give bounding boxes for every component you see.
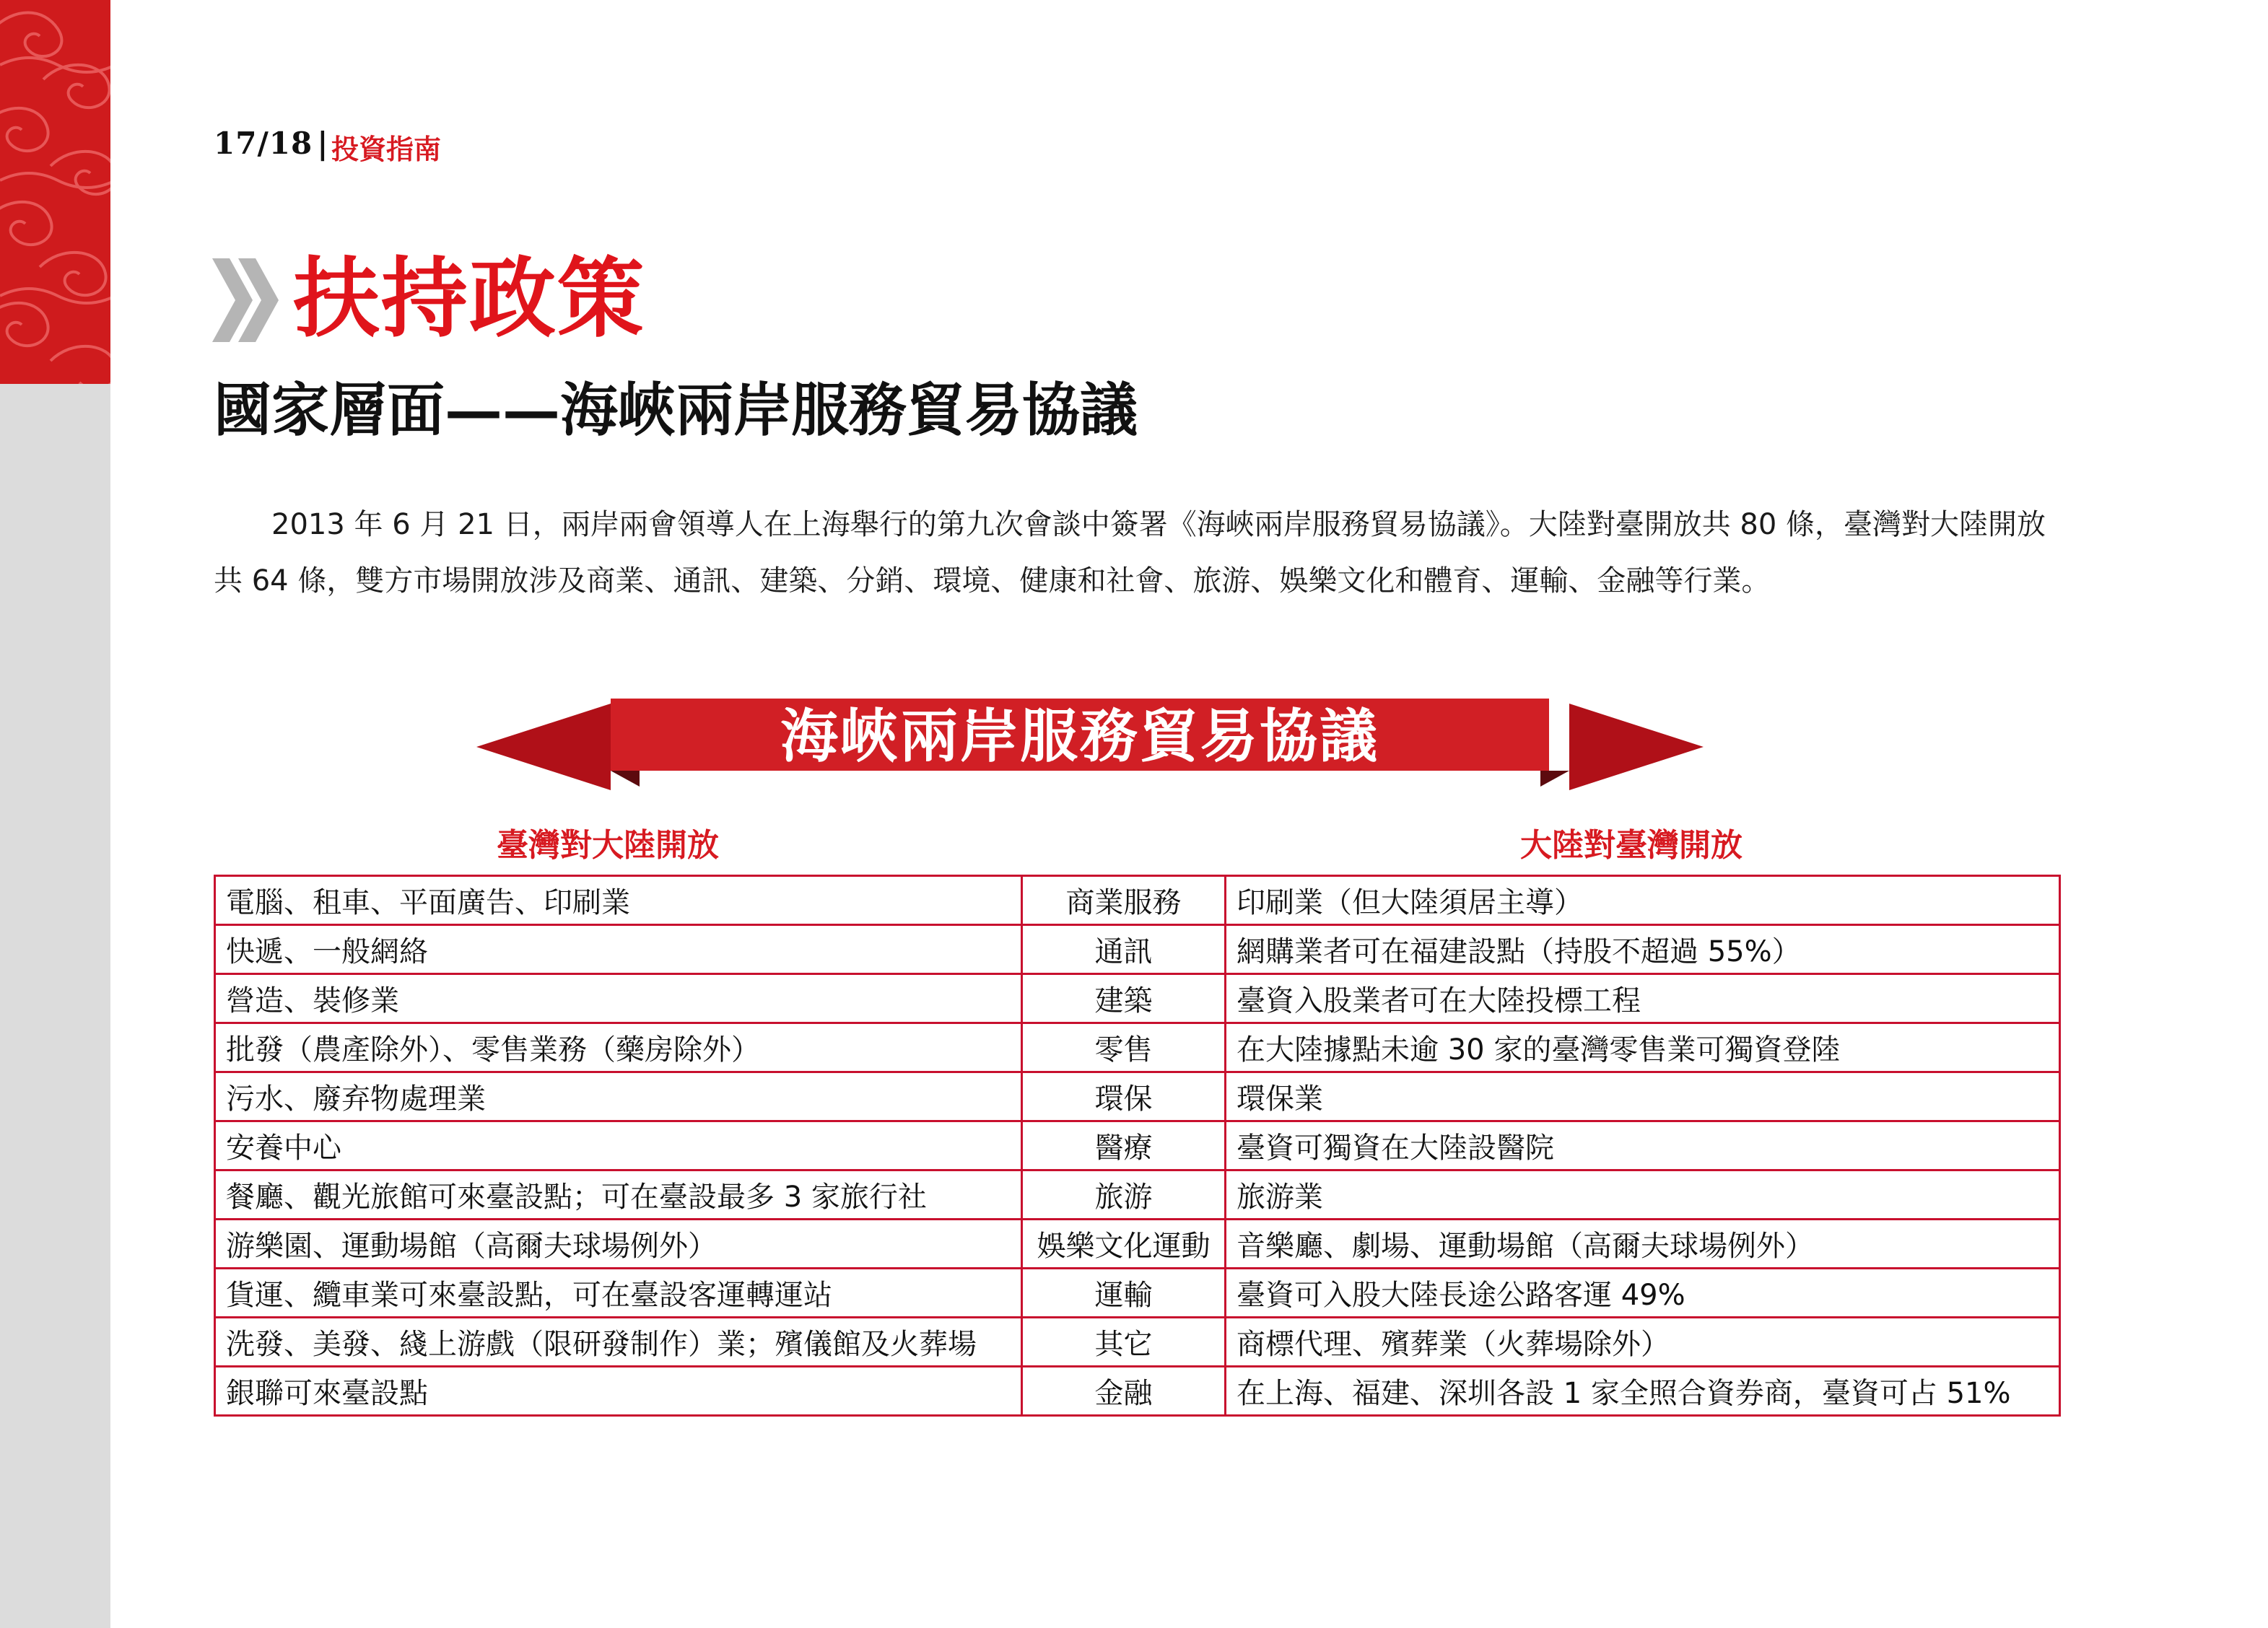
- table-row: [215, 1072, 2060, 1121]
- category-cell: 通訊: [1022, 925, 1226, 974]
- category-cell: 零售: [1022, 1023, 1226, 1072]
- table-row: [215, 1023, 2060, 1072]
- category-cell: 商業服務: [1022, 876, 1226, 925]
- mainland-cell: 在上海、福建、深圳各設 1 家全照合資券商，臺資可占 51%: [1226, 1367, 2060, 1416]
- taiwan-cell: 快遞、一般網絡: [215, 925, 1022, 974]
- section-title: 投資指南: [331, 134, 442, 165]
- table-row: [215, 1170, 2060, 1220]
- taiwan-cell: 營造、裝修業: [215, 974, 1022, 1023]
- header-separator: |: [317, 126, 329, 161]
- category-cell: 運輸: [1022, 1269, 1226, 1318]
- table-row: [215, 876, 2060, 925]
- side-decoration-gray: [0, 384, 110, 1628]
- intro-paragraph-text: 2013 年 6 月 21 日，兩岸兩會領導人在上海舉行的第九次會談中簽署《海峽兩岸服務貿易協議》。大陸對臺開放共 80 條，臺灣對大陸開放共 64 條，雙方市場開放涉及商業、通訊、建築、分銷、環境、健康和社會、旅游、娛樂文化和體育、運輸、金融等行業。: [214, 508, 2046, 598]
- services-table: [214, 875, 2061, 1417]
- category-cell: 娛樂文化運動: [1022, 1220, 1226, 1269]
- category-cell: 其它: [1022, 1318, 1226, 1367]
- table-row: [215, 925, 2060, 974]
- column-header-mainland: 大陸對臺灣開放: [1520, 827, 1743, 864]
- column-header-taiwan: 臺灣對大陸開放: [497, 827, 719, 864]
- mainland-cell: 在大陸據點未逾 30 家的臺灣零售業可獨資登陸: [1226, 1023, 2060, 1072]
- category-cell: 旅游: [1022, 1170, 1226, 1220]
- cloud-pattern-decoration: [0, 0, 110, 384]
- taiwan-cell: 洗發、美發、綫上游戲（限研發制作）業；殯儀館及火葬場: [215, 1318, 1022, 1367]
- mainland-cell: 臺資可獨資在大陸設醫院: [1226, 1121, 2060, 1170]
- mainland-cell: 音樂廳、劇場、運動場館（高爾夫球場例外）: [1226, 1220, 2060, 1269]
- category-cell: 建築: [1022, 974, 1226, 1023]
- taiwan-cell: 貨運、纜車業可來臺設點，可在臺設客運轉運站: [215, 1269, 1022, 1318]
- page-number-text: 17/18: [214, 126, 313, 161]
- taiwan-cell: 污水、廢弃物處理業: [215, 1072, 1022, 1121]
- table-row: [215, 1220, 2060, 1269]
- taiwan-cell: 游樂園、運動場館（高爾夫球場例外）: [215, 1220, 1022, 1269]
- category-cell: 金融: [1022, 1367, 1226, 1416]
- main-title: 扶持政策: [293, 249, 645, 349]
- side-decoration-red: [0, 0, 110, 384]
- category-cell: 環保: [1022, 1072, 1226, 1121]
- double-chevron-right-icon: [211, 258, 280, 342]
- intro-paragraph: [214, 496, 2059, 609]
- table-row: [215, 1269, 2060, 1318]
- taiwan-cell: 批發（農產除外）、零售業務（藥房除外）: [215, 1023, 1022, 1072]
- taiwan-cell: 電腦、租車、平面廣告、印刷業: [215, 876, 1022, 925]
- table-row: [215, 974, 2060, 1023]
- mainland-cell: 商標代理、殯葬業（火葬場除外）: [1226, 1318, 2060, 1367]
- ribbon-tail-left: [476, 704, 611, 790]
- mainland-cell: 環保業: [1226, 1072, 2060, 1121]
- mainland-cell: 網購業者可在福建設點（持股不超過 55%）: [1226, 925, 2060, 974]
- table-row: [215, 1318, 2060, 1367]
- ribbon-tail-right: [1569, 704, 1704, 790]
- mainland-cell: 臺資可入股大陸長途公路客運 49%: [1226, 1269, 2060, 1318]
- table-row: [215, 1367, 2060, 1416]
- subtitle: 國家層面——海峽兩岸服務貿易協議: [214, 376, 1138, 444]
- taiwan-cell: 安養中心: [215, 1121, 1022, 1170]
- banner-title: 海峽兩岸服務貿易協議: [780, 702, 1379, 770]
- mainland-cell: 印刷業（但大陸須居主導）: [1226, 876, 2060, 925]
- category-cell: 醫療: [1022, 1121, 1226, 1170]
- mainland-cell: 臺資入股業者可在大陸投標工程: [1226, 974, 2060, 1023]
- taiwan-cell: 銀聯可來臺設點: [215, 1367, 1022, 1416]
- taiwan-cell: 餐廳、觀光旅館可來臺設點；可在臺設最多 3 家旅行社: [215, 1170, 1022, 1220]
- table-row: [215, 1121, 2060, 1170]
- page-number: [214, 126, 333, 161]
- mainland-cell: 旅游業: [1226, 1170, 2060, 1220]
